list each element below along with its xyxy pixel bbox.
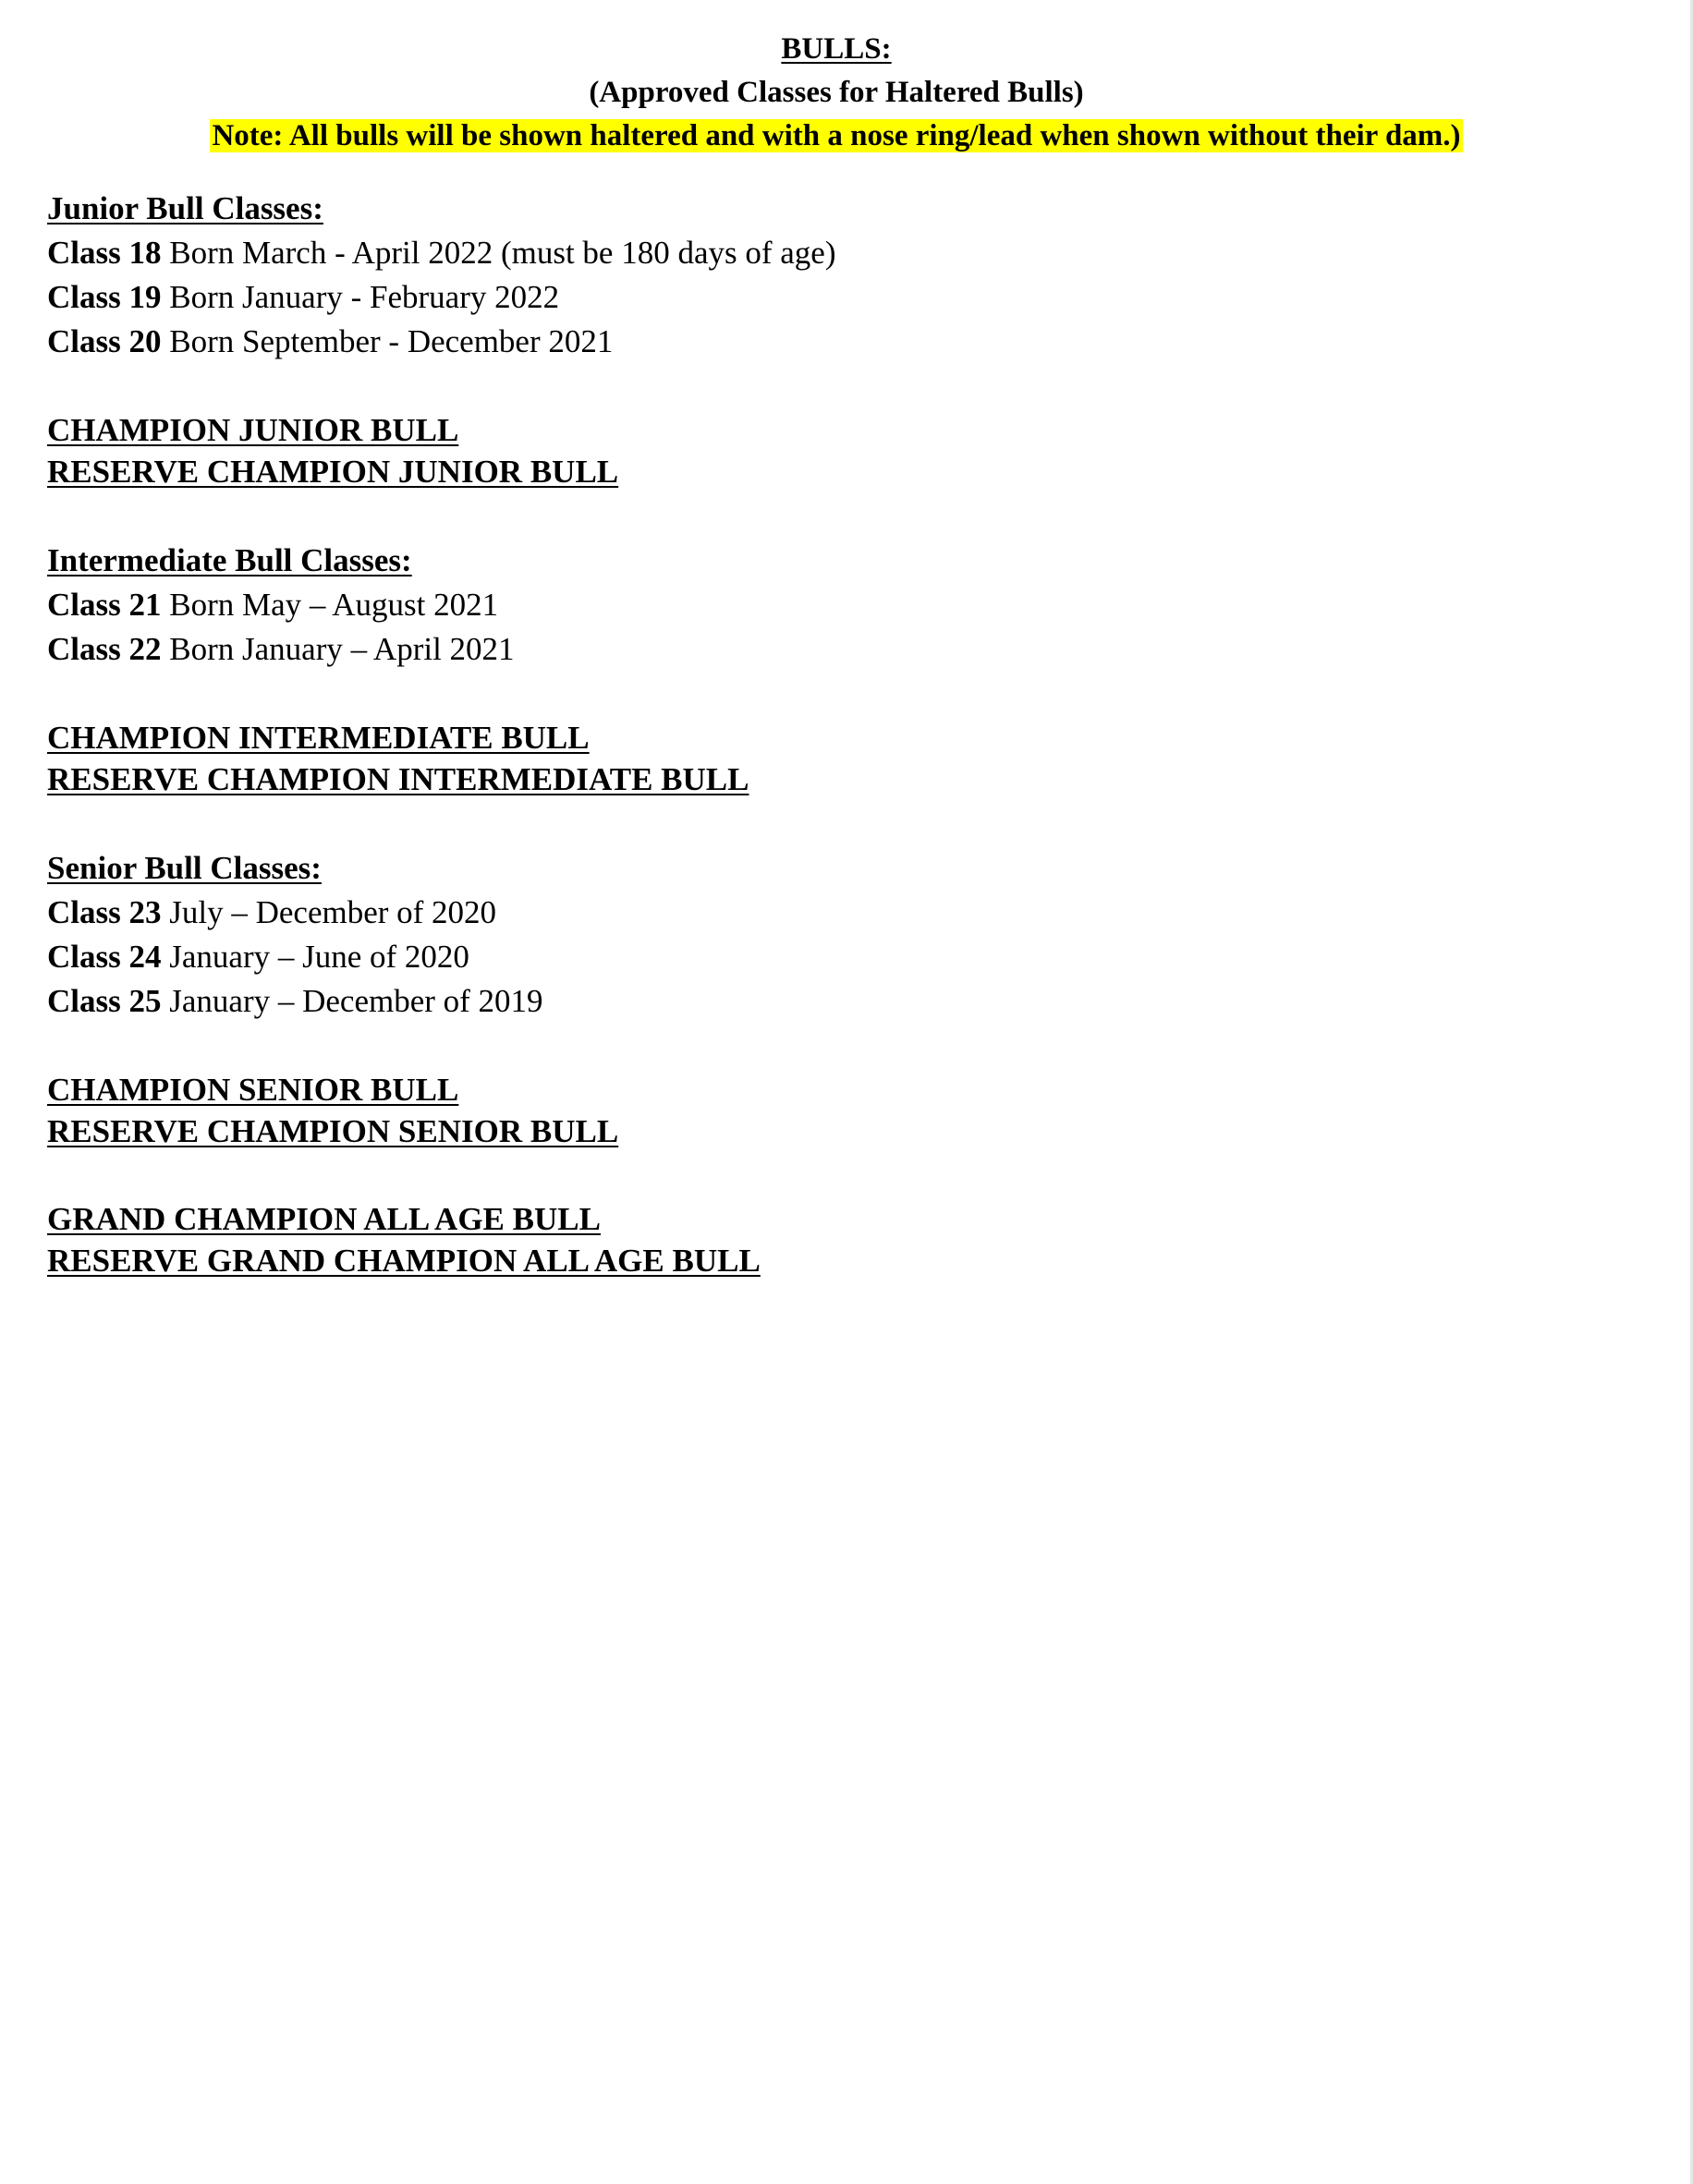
class-row xyxy=(47,627,1618,672)
spacer xyxy=(47,1152,1618,1198)
highlighted-note: Note: All bulls will be shown haltered and with a nose ring/lead when shown without their dam.) xyxy=(212,119,1461,152)
class-label: Class 19 xyxy=(47,279,162,315)
class-label: Class 23 xyxy=(47,894,162,930)
spacer xyxy=(47,492,1618,539)
champion-title: CHAMPION SENIOR BULL xyxy=(47,1072,459,1108)
class-label: Class 22 xyxy=(47,631,162,667)
class-description: Born September - December 2021 xyxy=(161,323,614,359)
class-label: Class 25 xyxy=(47,983,162,1019)
class-label: Class 18 xyxy=(47,235,162,271)
class-label: Class 24 xyxy=(47,939,162,975)
class-row xyxy=(47,320,1618,364)
page-subtitle: (Approved Classes for Haltered Bulls) xyxy=(589,76,1084,109)
class-description: Born January - February 2022 xyxy=(161,279,560,315)
document-body xyxy=(47,187,1618,1281)
class-row xyxy=(47,891,1618,935)
reserve-champion-title: RESERVE CHAMPION JUNIOR BULL xyxy=(47,454,619,490)
champion-title: CHAMPION JUNIOR BULL xyxy=(47,412,459,448)
grand-champion-title: GRAND CHAMPION ALL AGE BULL xyxy=(47,1201,601,1237)
section-heading-intermediate: Intermediate Bull Classes: xyxy=(47,542,412,578)
spacer xyxy=(47,672,1618,717)
reserve-grand-champion-title: RESERVE GRAND CHAMPION ALL AGE BULL xyxy=(47,1243,761,1279)
class-row xyxy=(47,275,1618,320)
reserve-champion-title: RESERVE CHAMPION SENIOR BULL xyxy=(47,1113,619,1149)
class-label: Class 21 xyxy=(47,587,162,623)
class-description: July – December of 2020 xyxy=(161,894,497,930)
class-row xyxy=(47,979,1618,1024)
page-title: BULLS: xyxy=(781,32,892,66)
class-description: January – June of 2020 xyxy=(161,939,469,975)
section-heading-junior: Junior Bull Classes: xyxy=(47,190,323,226)
class-description: Born May – August 2021 xyxy=(161,587,499,623)
class-description: Born January – April 2021 xyxy=(161,631,515,667)
class-label: Class 20 xyxy=(47,323,162,359)
class-description: Born March - April 2022 (must be 180 days of age) xyxy=(161,235,836,271)
document-header xyxy=(0,28,1673,158)
class-row xyxy=(47,583,1618,627)
class-row xyxy=(47,231,1618,275)
reserve-champion-title: RESERVE CHAMPION INTERMEDIATE BULL xyxy=(47,761,749,797)
spacer xyxy=(47,1024,1618,1069)
class-description: January – December of 2019 xyxy=(161,983,543,1019)
champion-title: CHAMPION INTERMEDIATE BULL xyxy=(47,720,590,756)
spacer xyxy=(47,364,1618,409)
section-heading-senior: Senior Bull Classes: xyxy=(47,850,322,886)
class-row xyxy=(47,935,1618,979)
spacer xyxy=(47,800,1618,846)
